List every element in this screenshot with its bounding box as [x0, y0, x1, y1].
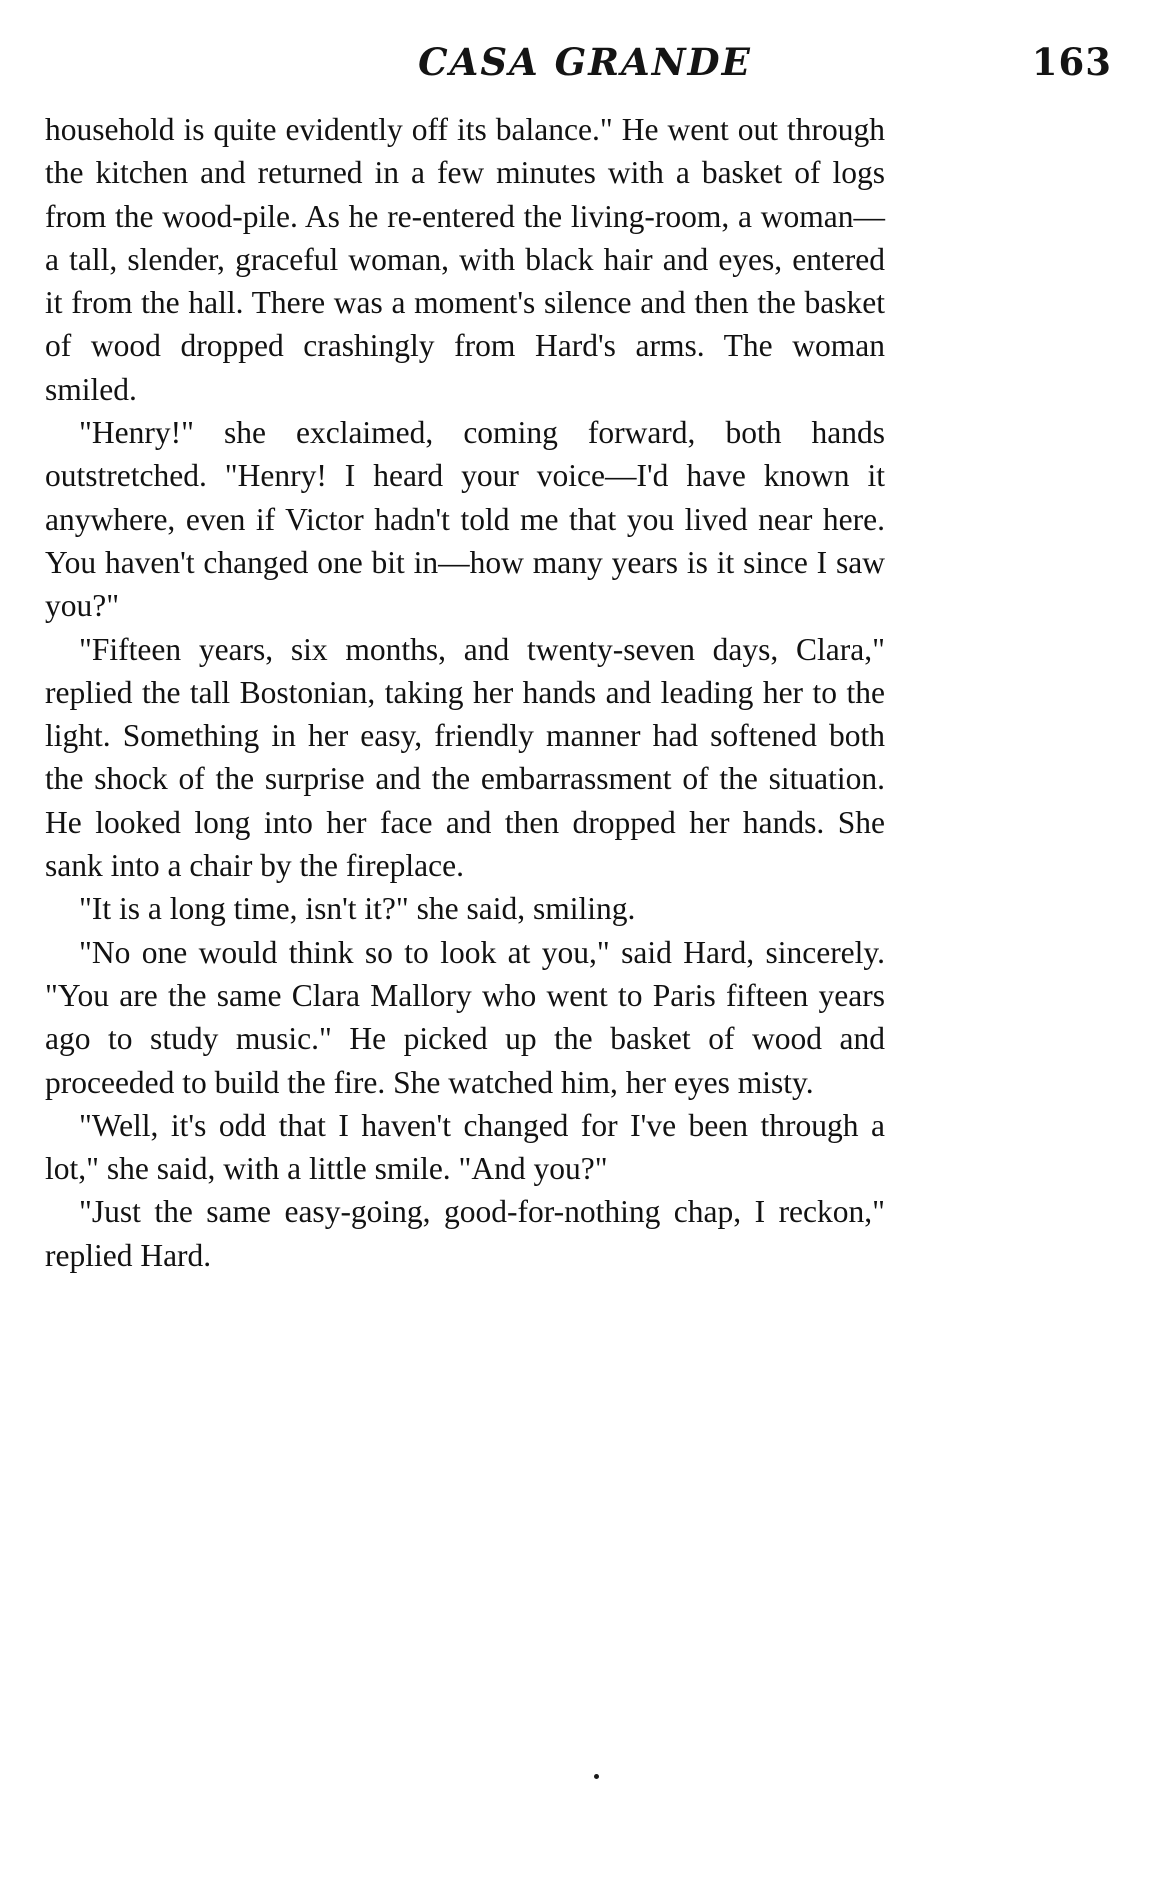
body-text — [45, 108, 885, 1277]
paragraph: "Just the same easy-going, good-for-nothing chap, I reckon," replied Hard. — [45, 1194, 885, 1273]
paragraph: "Well, it's odd that I haven't changed for I've been through a lot," she said, with a little smile. "And you?" — [45, 1107, 885, 1187]
paragraph: "No one would think so to look at you," said Hard, sincerely. "You are the same Clara Mallory who went to Paris fifteen years ago to study music." He picked up the basket of wood and proceeded to build the fire. She watched him, her eyes misty. — [45, 934, 885, 1100]
paragraph: "Fifteen years, six months, and twenty-seven days, Clara," replied the tall Bostonian, taking her hands and leading her to the light. Something in her easy, friendly manner had softened both the shock of the surprise and the embarrassment of the situation. He looked long into her face and then dropped her hands. She sank into a chair by the fireplace. — [45, 631, 885, 884]
running-head-title: CASA GRANDE — [418, 40, 752, 84]
paragraph: "Henry!" she exclaimed, coming forward, both hands outstretched. "Henry! I heard your voice—I'd have known it anywhere, even if Victor hadn't told me that you lived near here. You haven't changed one bit in—how many years is it since I saw you?" — [45, 415, 885, 624]
running-head — [120, 40, 1050, 100]
page-number: 163 — [1031, 40, 1112, 84]
paragraph: "It is a long time, isn't it?" she said, smiling. — [79, 891, 636, 927]
paragraph: household is quite evidently off its balance." He went out through the kitchen and returned in a few minutes with a basket of logs from the wood-pile. As he re-entered the living-room, a woman—a tall, slender, graceful woman, with black hair and eyes, entered it from the hall. There was a moment's silence and then the basket of wood dropped crashingly from Hard's arms. The woman smiled. — [45, 112, 885, 407]
page-mark — [594, 1774, 599, 1779]
